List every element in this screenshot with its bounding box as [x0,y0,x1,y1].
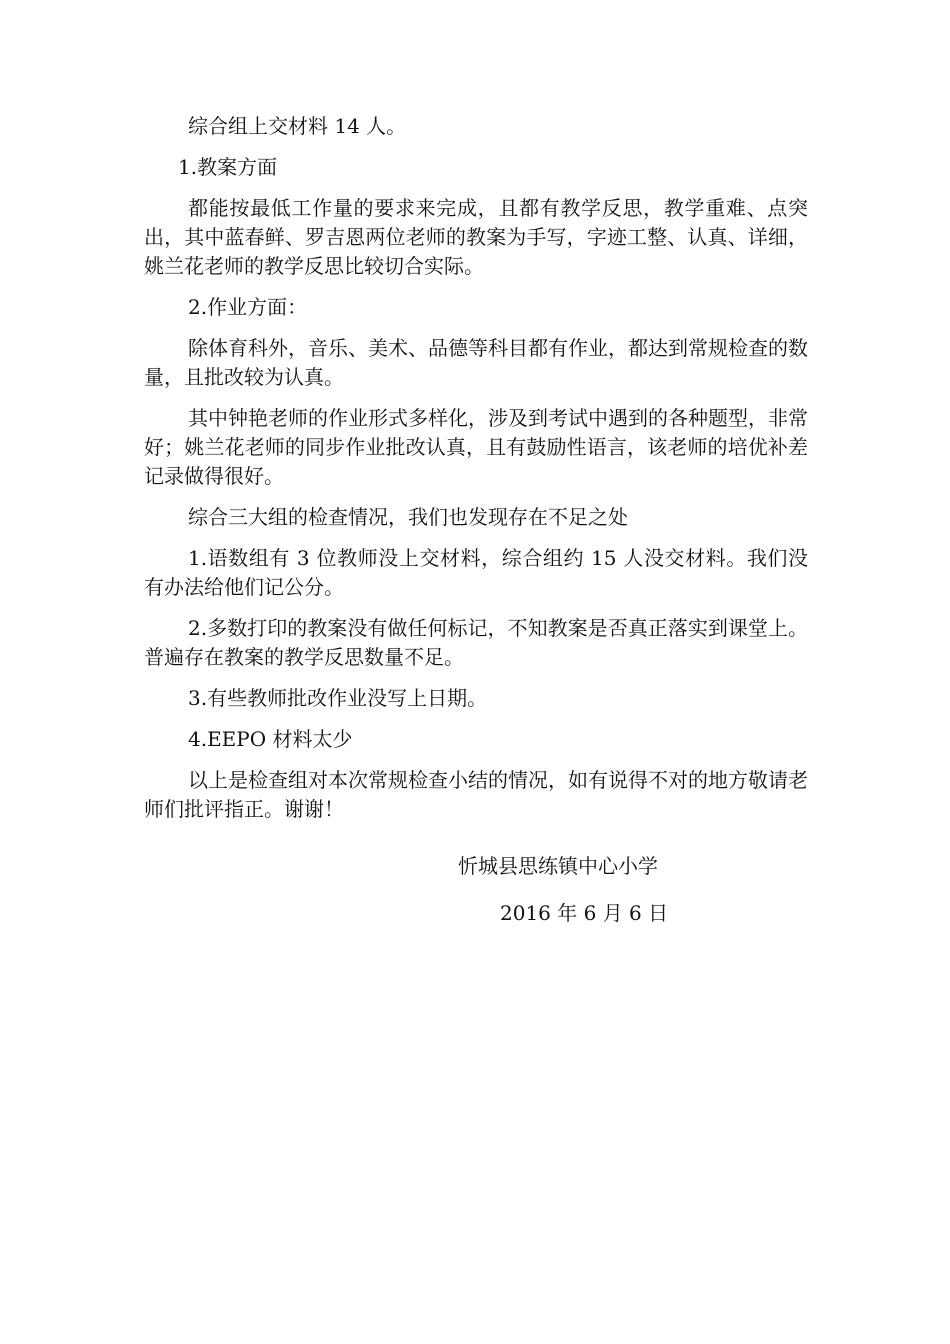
list-item-shortcoming-4: 4.EEPO 材料太少 [188,727,353,751]
document-body [144,112,808,836]
paragraph-homework-examples: 其中钟艳老师的作业形式多样化，涉及到考试中遇到的各种题型，非常好；姚兰花老师的同步作业批改认真，且有鼓励性语言，该老师的培优补差记录做得很好。 [144,406,808,488]
heading-homework: 2.作业方面： [188,295,308,319]
list-item-shortcoming-3: 3.有些教师批改作业没写上日期。 [188,686,488,710]
signature-organization: 忻城县思练镇中心小学 [458,854,658,878]
paragraph-materials-count: 综合组上交材料 14 人。 [188,114,407,138]
list-item-shortcoming-1: 1.语数组有 3 位教师没上交材料，综合组约 15 人没交材料。我们没有办法给他们记公分。 [144,546,808,599]
paragraph-lesson-plans: 都能按最低工作量的要求来完成，且都有教学反思，教学重难、点突出，其中蓝春鲜、罗吉恩两位老师的教案为手写，字迹工整、认真、详细，姚兰花老师的教学反思比较切合实际。 [144,196,808,278]
heading-lesson-plans: 1.教案方面 [178,155,278,179]
signature-date: 2016 年 6 月 6 日 [500,901,669,925]
list-item-shortcoming-2: 2.多数打印的教案没有做任何标记，不知教案是否真正落实到课堂上。普遍存在教案的教学反思数量不足。 [144,616,808,669]
paragraph-shortcomings-intro: 综合三大组的检查情况，我们也发现存在不足之处 [188,505,628,529]
paragraph-homework: 除体育科外，音乐、美术、品德等科目都有作业，都达到常规检查的数量，且批改较为认真。 [144,336,808,389]
paragraph-closing: 以上是检查组对本次常规检查小结的情况，如有说得不对的地方敬请老师们批评指正。谢谢！ [144,768,808,821]
